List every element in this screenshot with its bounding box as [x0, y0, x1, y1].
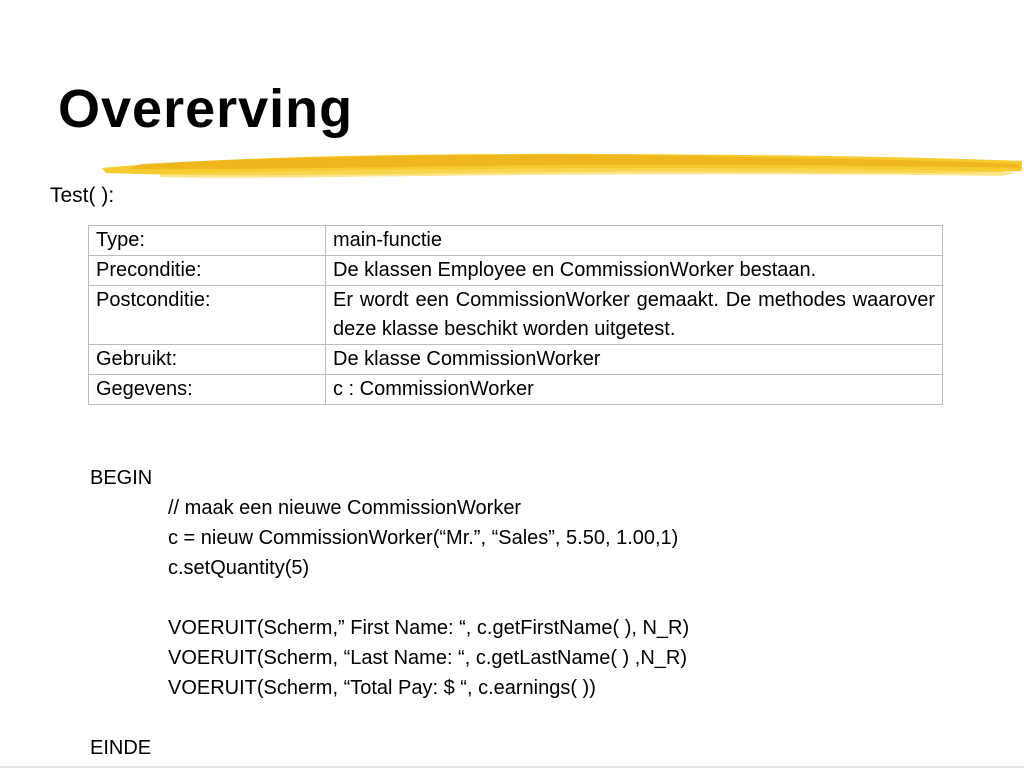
code-line	[90, 703, 689, 733]
table-value: main-functie	[326, 226, 943, 256]
table-row	[89, 226, 943, 256]
specification-table	[88, 225, 943, 405]
table-value: De klassen Employee en CommissionWorker bestaan.	[326, 256, 943, 286]
code-line: // maak een nieuwe CommissionWorker	[168, 497, 522, 519]
code-line: c = nieuw CommissionWorker(“Mr.”, “Sales”, 5.50, 1.00,1)	[168, 527, 679, 549]
code-line: VOERUIT(Scherm, “Last Name: “, c.getLastName( ) ,N_R)	[168, 647, 688, 669]
table-value: De klasse CommissionWorker	[326, 345, 943, 375]
table-key: Gebruikt:	[89, 345, 326, 375]
code-end: EINDE	[90, 737, 152, 759]
table-key: Type:	[89, 226, 326, 256]
code-line	[90, 583, 689, 613]
code-line: c.setQuantity(5)	[168, 557, 310, 579]
table-row	[89, 345, 943, 375]
table-value: Er wordt een CommissionWorker gemaakt. De methodes waarover deze klasse beschikt worden uitgetest.	[326, 286, 943, 345]
slide-title: Overerving	[58, 79, 354, 139]
function-heading: Test( ):	[50, 184, 115, 207]
code-begin: BEGIN	[90, 467, 153, 489]
table-row	[89, 375, 943, 405]
code-line: VOERUIT(Scherm,” First Name: “, c.getFirstName( ), N_R)	[168, 617, 690, 639]
code-line: VOERUIT(Scherm, “Total Pay: $ “, c.earnings( ))	[168, 677, 596, 699]
table-key: Gegevens:	[89, 375, 326, 405]
table-row	[89, 256, 943, 286]
highlighter-stroke-decoration	[100, 140, 1024, 190]
table-key: Preconditie:	[89, 256, 326, 286]
table-key: Postconditie:	[89, 286, 326, 345]
table-row	[89, 286, 943, 345]
table-value: c : CommissionWorker	[326, 375, 943, 405]
pseudocode-block	[90, 463, 689, 763]
